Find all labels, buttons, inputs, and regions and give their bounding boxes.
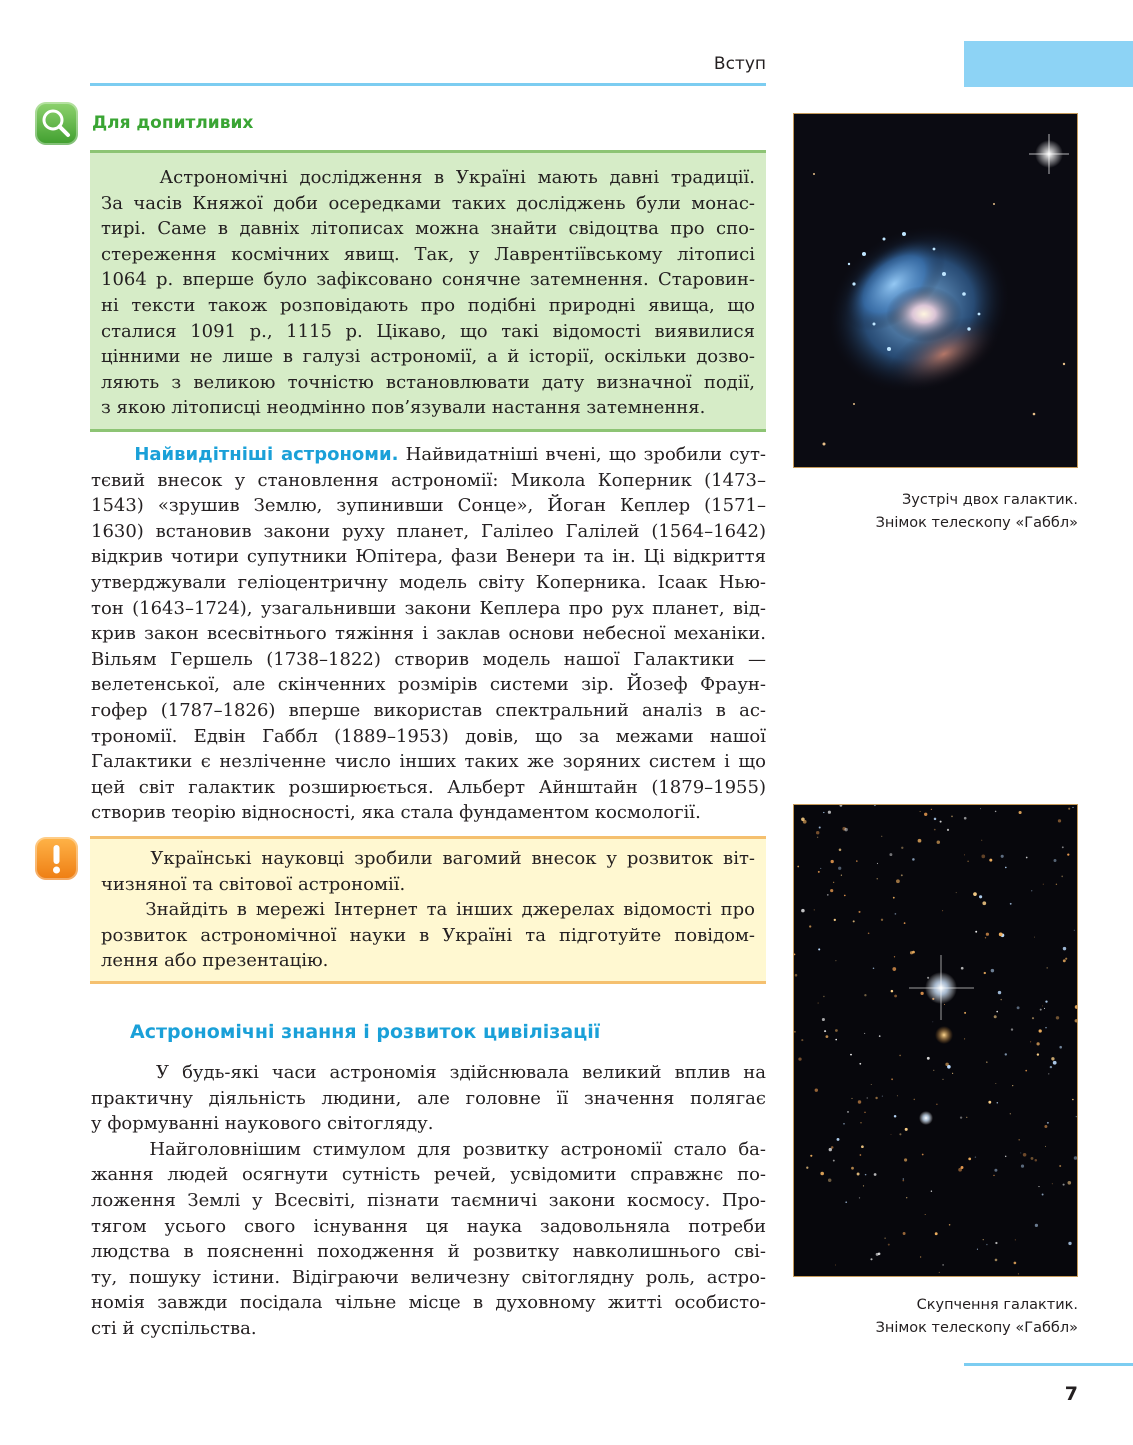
text-line: з якою літописці неодмінно пов’язували настання затемнення.	[101, 397, 706, 419]
text-line: Галактики є незліченне число інших таких же зоряних систем і що	[91, 751, 766, 773]
photo-caption-2	[780, 1294, 1078, 1340]
photo-caption-1	[780, 489, 1078, 535]
text-line: сті й суспільства.	[91, 1317, 257, 1339]
text-line: цей світ галактик розширюється. Альберт Айнштайн (1879–1955)	[91, 776, 766, 798]
text-line: Астрономічні дослідження в Україні мають давні традиції.	[101, 167, 755, 188]
text-line: сталися 1091 р., 1115 р. Цікаво, що такі відомості виявилися	[101, 320, 755, 342]
astronomers-first-line	[91, 442, 766, 468]
attention-text	[101, 846, 755, 974]
text-line: утверджували геліоцентричну модель світу Коперника. Ісаак Нью-	[91, 571, 766, 593]
text-line: у формуванні наукового світогляду.	[91, 1113, 434, 1135]
text-line: лення або презентацію.	[101, 950, 329, 972]
civilization-paragraph	[91, 1060, 766, 1342]
curious-text	[101, 165, 755, 421]
text-line: ложення Землі у Всесвіті, пізнати таємничі закони космосу. Про-	[91, 1189, 766, 1211]
text-line: ні тексти також розповідають про подібні природні явища, що	[101, 294, 755, 316]
header-tab	[964, 41, 1133, 87]
text-line: Найголовнішим стимулом для розвитку астрономії стало ба-	[91, 1138, 766, 1160]
text-line: тирі. Саме в давніх літописах можна знайти свідоцтва про спо-	[101, 218, 755, 240]
text-line: чизняної та світової астрономії.	[101, 873, 406, 895]
text-line: 1064 р. вперше було зафіксовано сонячне затемнення. Старовин-	[101, 269, 755, 291]
caption-line: Знімок телескопу «Габбл»	[875, 1320, 1078, 1336]
text-line: цінними не лише в галузі астрономії, а й історії, оскільки дозво-	[101, 346, 755, 368]
text-line: Знайдіть в мережі Інтернет та інших джерелах відомості про	[101, 899, 755, 921]
curious-heading: Для допитливих	[92, 113, 254, 133]
text-line: тєвий внесок у становлення астрономії: Микола Коперник (1473–	[91, 469, 766, 491]
text-line: розвиток астрономічної науки в Україні та підготуйте повідом-	[101, 924, 755, 946]
astronomers-paragraph	[91, 442, 766, 826]
text-line: тон (1643–1724), узагальнивши закони Кеплера про рух планет, від-	[91, 597, 766, 619]
text-line: 1543) «зрушив Землю, зупинивши Сонце», Йоган Кеплер (1571–	[91, 495, 766, 517]
astronomers-lead: Найвидітніші астрономи.	[134, 444, 399, 465]
galaxy-cluster-photo	[793, 804, 1078, 1277]
text-line: створив теорію відносності, яка стала фундаментом космології.	[91, 802, 701, 824]
text-line: ляють з великою точністю встановлювати дату визначної події,	[101, 371, 755, 393]
text-line: відкрив чотири супутники Юпітера, фази Венери та ін. Ці відкриття	[91, 546, 766, 568]
page-number: 7	[1064, 1383, 1078, 1405]
caption-line: Зустріч двох галактик.	[902, 492, 1078, 508]
exclamation-icon	[35, 837, 78, 880]
astronomers-first-line-rest: Найвидатніші вчені, що зробили сут-	[398, 444, 766, 465]
text-line: За часів Княжої доби осередками таких досліджень були монас-	[101, 192, 755, 214]
section-title: Вступ	[713, 54, 766, 74]
text-line: жання людей осягнути сутність речей, усвідомити справжнє по-	[91, 1164, 766, 1186]
text-line: практичну діяльність людини, але головне її значення полягає	[91, 1087, 766, 1109]
text-line: велетенської, але скінченних розмірів системи зір. Йозеф Фраун-	[91, 674, 766, 696]
caption-line: Знімок телескопу «Габбл»	[875, 515, 1078, 531]
text-line: гофер (1787–1826) вперше використав спектральний аналіз в ас-	[91, 699, 766, 721]
text-line: тягом усього свого існування ця наука задовольняла потреби	[91, 1215, 766, 1237]
text-line: 1630) встановив закони руху планет, Галілео Галілей (1564–1642)	[91, 520, 766, 542]
text-line: крив закон всесвітнього тяжіння і заклав основи небесної механіки.	[91, 623, 766, 645]
text-line: номія завжди посідала чільне місце в духовному житті особисто-	[91, 1292, 766, 1314]
footer-rule	[964, 1363, 1133, 1366]
text-line: Вільям Гершель (1738–1822) створив модель нашої Галактики —	[91, 648, 766, 670]
magnifier-icon	[35, 102, 78, 145]
header-rule	[90, 83, 766, 86]
text-line: У будь-які часи астрономія здійснювала великий вплив на	[91, 1062, 766, 1083]
text-line: людства в поясненні походження й розвитку навколишнього сві-	[91, 1241, 766, 1263]
section-heading: Астрономічні знання і розвиток цивілізації	[130, 1021, 601, 1043]
galaxies-collision-photo	[793, 113, 1078, 468]
text-line: Українські науковці зробили вагомий внесок у розвиток віт-	[101, 848, 755, 869]
text-line: ту, пошуку істини. Відіграючи величезну світоглядну роль, астро-	[91, 1266, 766, 1288]
text-line: трономії. Едвін Габбл (1889–1953) довів, що за межами нашої	[91, 725, 766, 747]
caption-line: Скупчення галактик.	[916, 1297, 1078, 1313]
text-line: стереження космічних явищ. Так, у Лаврентіївському літописі	[101, 243, 755, 265]
